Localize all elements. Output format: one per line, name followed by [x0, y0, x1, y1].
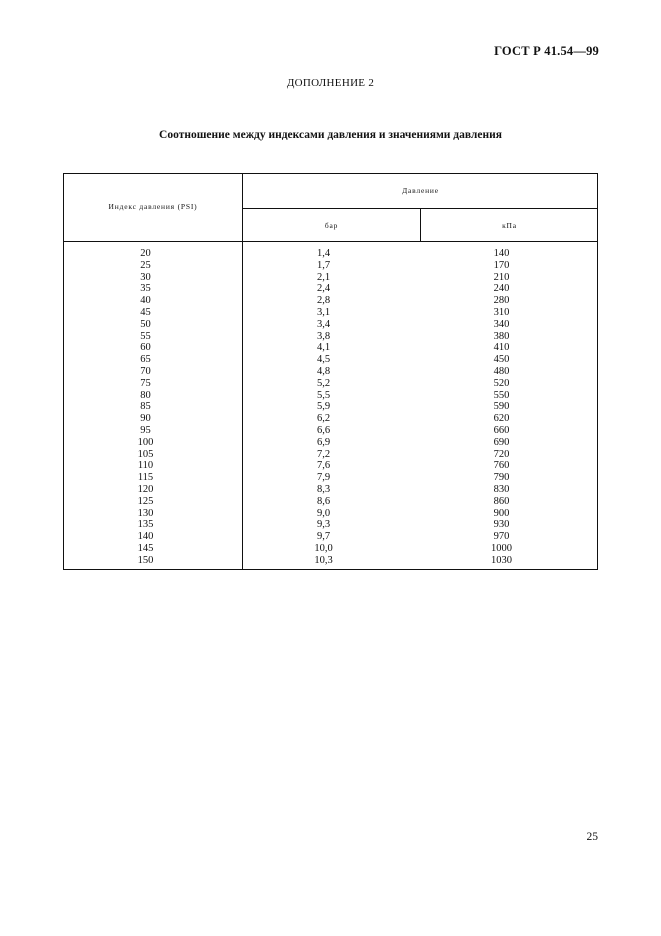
table-cell-psi: 135 [137, 519, 154, 531]
table-cell-bar: 9,0 [316, 507, 331, 519]
table-cell-psi: 50 [140, 318, 151, 330]
table-cell-kpa: 480 [493, 365, 510, 377]
table-cell-psi: 35 [140, 283, 151, 295]
table-cell-psi: 45 [140, 306, 151, 318]
table-cell-psi: 145 [137, 542, 154, 554]
table-cell-kpa: 380 [493, 330, 510, 342]
table-cell-psi: 130 [137, 507, 154, 519]
table-cell-bar: 1,4 [316, 248, 331, 259]
table-cell-bar: 3,4 [316, 318, 331, 330]
table-cell-bar: 10,0 [314, 542, 333, 554]
table-cell-psi: 70 [140, 365, 151, 377]
table-cell-bar: 6,9 [316, 436, 331, 448]
table-cell-kpa: 930 [493, 519, 510, 531]
table-cell-psi: 100 [137, 436, 154, 448]
pressure-subheader-rule [242, 208, 598, 209]
table-cell-psi: 30 [140, 271, 151, 283]
table-cell-kpa: 550 [493, 389, 510, 401]
table-cell-psi: 20 [140, 248, 151, 259]
column-psi-values [64, 248, 227, 567]
table-cell-psi: 80 [140, 389, 151, 401]
table-cell-kpa: 340 [493, 318, 510, 330]
table-cell-kpa: 790 [493, 472, 510, 484]
table-cell-kpa: 690 [493, 436, 510, 448]
table-cell-psi: 105 [137, 448, 154, 460]
table-cell-psi: 55 [140, 330, 151, 342]
table-cell-bar: 9,3 [316, 519, 331, 531]
table-cell-kpa: 240 [493, 283, 510, 295]
table-cell-kpa: 660 [493, 424, 510, 436]
table-cell-psi: 40 [140, 295, 151, 307]
table-cell-bar: 4,5 [316, 354, 331, 366]
table-cell-bar: 4,1 [316, 342, 331, 354]
header-pressure: Давление [402, 186, 439, 195]
table-cell-kpa: 760 [493, 460, 510, 472]
table-cell-psi: 90 [140, 413, 151, 425]
table-cell-kpa: 970 [493, 531, 510, 543]
table-cell-bar: 7,9 [316, 472, 331, 484]
table-cell-psi: 65 [140, 354, 151, 366]
table-cell-psi: 125 [137, 495, 154, 507]
table-cell-kpa: 280 [493, 295, 510, 307]
table-cell-bar: 10,3 [314, 554, 333, 566]
table-cell-bar: 7,6 [316, 460, 331, 472]
table-cell-kpa: 410 [493, 342, 510, 354]
table-cell-kpa: 590 [493, 401, 510, 413]
table-cell-kpa: 720 [493, 448, 510, 460]
header-psi-index: Индекс давления (PSI) [108, 202, 198, 211]
table-cell-kpa: 170 [493, 259, 510, 271]
table-cell-kpa: 900 [493, 507, 510, 519]
table-cell-psi: 110 [137, 460, 154, 472]
table-cell-kpa: 140 [493, 248, 510, 259]
table-cell-bar: 5,9 [316, 401, 331, 413]
column-kpa-values [421, 248, 582, 567]
column-bar-values [243, 248, 404, 567]
table-cell-psi: 85 [140, 401, 151, 413]
table-cell-psi: 75 [140, 377, 151, 389]
table-cell-bar: 7,2 [316, 448, 331, 460]
table-cell-bar: 2,4 [316, 283, 331, 295]
table-cell-kpa: 310 [493, 306, 510, 318]
table-cell-bar: 8,3 [316, 483, 331, 495]
document-code: ГОСТ Р 41.54—99 [494, 44, 599, 58]
table-cell-bar: 3,1 [316, 306, 331, 318]
table-cell-kpa: 830 [493, 483, 510, 495]
table-cell-psi: 25 [140, 259, 151, 271]
table-cell-kpa: 210 [493, 271, 510, 283]
header-kpa: кПа [502, 221, 517, 230]
table-cell-psi: 120 [137, 483, 154, 495]
table-cell-bar: 5,5 [316, 389, 331, 401]
table-cell-psi: 140 [137, 531, 154, 543]
table-cell-kpa: 520 [493, 377, 510, 389]
table-cell-psi: 115 [137, 472, 154, 484]
table-cell-bar: 2,8 [316, 295, 331, 307]
table-cell-bar: 9,7 [316, 531, 331, 543]
table-cell-psi: 95 [140, 424, 151, 436]
table-cell-bar: 4,8 [316, 365, 331, 377]
table-cell-kpa: 450 [493, 354, 510, 366]
page-number: 25 [586, 831, 598, 843]
header-bar: бар [324, 221, 339, 230]
table-cell-psi: 150 [137, 554, 154, 566]
header-bottom-rule [63, 241, 598, 242]
table-cell-bar: 8,6 [316, 495, 331, 507]
table-cell-bar: 3,8 [316, 330, 331, 342]
table-cell-bar: 6,6 [316, 424, 331, 436]
table-title: Соотношение между индексами давления и значениями давления [159, 129, 502, 141]
table-cell-bar: 6,2 [316, 413, 331, 425]
table-cell-kpa: 620 [493, 413, 510, 425]
table-cell-bar: 2,1 [316, 271, 331, 283]
table-cell-kpa: 1030 [491, 554, 512, 566]
table-cell-kpa: 1000 [491, 542, 512, 554]
table-cell-bar: 5,2 [316, 377, 331, 389]
table-cell-bar: 1,7 [316, 259, 331, 271]
appendix-title: ДОПОЛНЕНИЕ 2 [286, 77, 375, 89]
table-cell-psi: 60 [140, 342, 151, 354]
table-cell-kpa: 860 [493, 495, 510, 507]
